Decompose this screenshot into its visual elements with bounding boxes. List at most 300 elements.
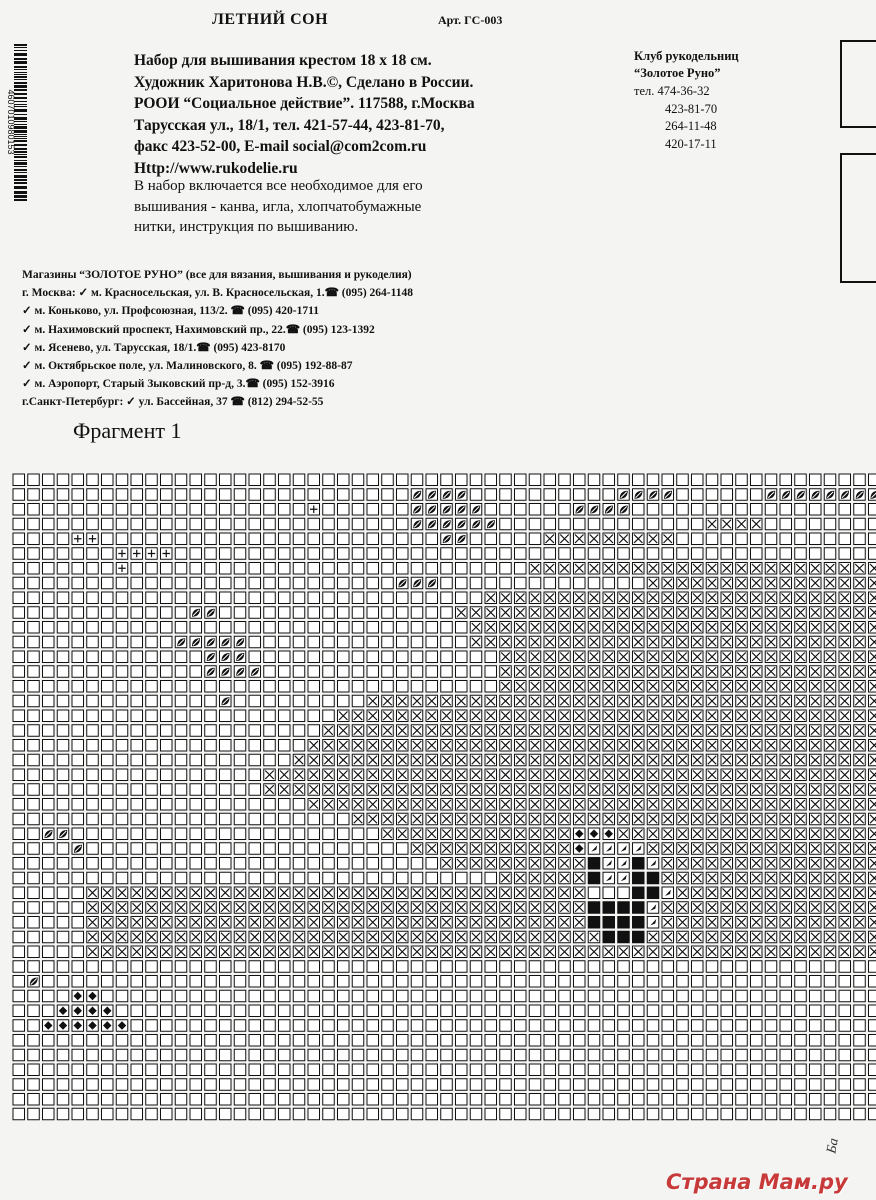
chart-cell — [205, 1094, 217, 1106]
chart-cell — [382, 533, 394, 545]
chart-cell — [190, 784, 202, 796]
chart-cell — [869, 489, 876, 501]
chart-cell — [662, 489, 674, 501]
chart-cell — [485, 548, 497, 560]
chart-cell — [765, 1094, 777, 1106]
chart-cell — [618, 1049, 630, 1061]
chart-cell — [131, 902, 143, 914]
chart-cell — [249, 577, 261, 589]
chart-cell — [102, 1094, 114, 1106]
chart-cell — [116, 769, 128, 781]
chart-cell — [323, 931, 335, 943]
chart-cell — [308, 607, 320, 619]
chart-cell — [57, 843, 69, 855]
chart-cell — [146, 622, 158, 634]
chart-cell — [485, 1094, 497, 1106]
chart-cell — [529, 636, 541, 648]
chart-cell — [116, 828, 128, 840]
chart-cell — [249, 1005, 261, 1017]
chart-cell — [234, 858, 246, 870]
chart-cell — [323, 858, 335, 870]
chart-cell — [515, 607, 527, 619]
chart-cell — [382, 931, 394, 943]
chart-cell — [485, 931, 497, 943]
chart-cell — [190, 946, 202, 958]
chart-cell — [352, 961, 364, 973]
chart-cell — [161, 725, 173, 737]
chart-cell — [57, 651, 69, 663]
chart-cell — [588, 740, 600, 752]
chart-cell — [692, 474, 704, 486]
chart-cell — [588, 946, 600, 958]
chart-cell — [500, 902, 512, 914]
chart-cell — [161, 843, 173, 855]
chart-cell — [13, 533, 25, 545]
chart-cell — [485, 651, 497, 663]
chart-cell — [618, 1094, 630, 1106]
chart-cell — [500, 961, 512, 973]
chart-cell — [323, 902, 335, 914]
chart-cell — [382, 681, 394, 693]
chart-cell — [854, 976, 866, 988]
chart-cell — [662, 740, 674, 752]
chart-cell — [279, 1049, 291, 1061]
chart-cell — [220, 518, 232, 530]
chart-cell — [175, 1005, 187, 1017]
chart-cell — [382, 784, 394, 796]
chart-cell — [574, 607, 586, 619]
chart-cell — [205, 858, 217, 870]
chart-cell — [338, 1020, 350, 1032]
chart-cell — [810, 740, 822, 752]
chart-cell — [647, 799, 659, 811]
chart-cell — [780, 931, 792, 943]
chart-cell — [43, 931, 55, 943]
chart-cell — [131, 740, 143, 752]
chart-cell — [441, 990, 453, 1002]
chart-cell — [264, 917, 276, 929]
chart-cell — [485, 725, 497, 737]
chart-cell — [102, 828, 114, 840]
chart-cell — [205, 489, 217, 501]
chart-cell — [308, 858, 320, 870]
chart-cell — [456, 1094, 468, 1106]
chart-cell — [633, 474, 645, 486]
chart-cell — [13, 946, 25, 958]
chart-cell — [559, 1064, 571, 1076]
chart-cell — [441, 622, 453, 634]
chart-cell — [633, 828, 645, 840]
chart-cell — [28, 577, 40, 589]
chart-cell — [544, 710, 556, 722]
chart-cell — [647, 990, 659, 1002]
chart-cell — [662, 1094, 674, 1106]
chart-cell — [765, 710, 777, 722]
chart-cell — [13, 489, 25, 501]
chart-cell — [338, 887, 350, 899]
chart-cell — [529, 754, 541, 766]
chart-cell — [810, 695, 822, 707]
chart-cell — [633, 577, 645, 589]
chart-cell — [780, 976, 792, 988]
chart-cell — [234, 1094, 246, 1106]
chart-cell — [500, 518, 512, 530]
chart-cell — [456, 858, 468, 870]
chart-cell — [515, 1035, 527, 1047]
chart-cell — [249, 799, 261, 811]
chart-cell — [220, 887, 232, 899]
shop-line: ✓ м. Ясенево, ул. Тарусская, 18/1.☎ (095) 423-8170 — [22, 341, 286, 354]
chart-cell — [146, 887, 158, 899]
chart-cell — [470, 636, 482, 648]
chart-cell — [161, 592, 173, 604]
chart-cell — [220, 799, 232, 811]
chart-cell — [352, 784, 364, 796]
chart-cell — [382, 592, 394, 604]
chart-cell — [574, 1035, 586, 1047]
chart-cell — [500, 990, 512, 1002]
chart-cell — [854, 1108, 866, 1120]
chart-cell — [706, 666, 718, 678]
chart-cell — [839, 681, 851, 693]
chart-cell — [426, 961, 438, 973]
chart-cell — [810, 563, 822, 575]
chart-cell — [441, 577, 453, 589]
chart-cell — [470, 622, 482, 634]
chart-cell — [426, 636, 438, 648]
chart-cell — [588, 592, 600, 604]
chart-cell — [618, 695, 630, 707]
chart-cell — [588, 917, 600, 929]
chart-cell — [279, 1064, 291, 1076]
chart-cell — [426, 799, 438, 811]
chart-cell — [293, 946, 305, 958]
barcode-bar — [14, 182, 27, 184]
chart-cell — [352, 607, 364, 619]
chart-cell — [338, 607, 350, 619]
chart-cell — [426, 1108, 438, 1120]
chart-cell — [43, 1035, 55, 1047]
chart-cell — [869, 784, 876, 796]
chart-cell — [367, 474, 379, 486]
chart-cell — [603, 504, 615, 516]
chart-cell — [234, 1035, 246, 1047]
chart-cell — [529, 725, 541, 737]
chart-cell — [397, 769, 409, 781]
chart-cell — [323, 872, 335, 884]
chart-cell — [293, 887, 305, 899]
chart-cell — [515, 563, 527, 575]
chart-cell — [692, 740, 704, 752]
chart-cell — [146, 740, 158, 752]
chart-cell — [249, 813, 261, 825]
chart-cell — [308, 1094, 320, 1106]
chart-cell — [87, 548, 99, 560]
chart-cell — [382, 843, 394, 855]
chart-cell — [824, 946, 836, 958]
chart-cell — [559, 976, 571, 988]
chart-cell — [426, 695, 438, 707]
chart-cell — [220, 931, 232, 943]
chart-cell — [367, 695, 379, 707]
chart-cell — [559, 607, 571, 619]
chart-cell — [810, 917, 822, 929]
chart-cell — [470, 784, 482, 796]
chart-cell — [397, 813, 409, 825]
chart-cell — [780, 1108, 792, 1120]
chart-cell — [544, 946, 556, 958]
chart-cell — [146, 489, 158, 501]
chart-cell — [824, 1094, 836, 1106]
chart-cell — [795, 489, 807, 501]
chart-cell — [470, 607, 482, 619]
chart-cell — [367, 636, 379, 648]
chart-cell — [470, 1079, 482, 1091]
chart-cell — [308, 1020, 320, 1032]
chart-cell — [190, 1108, 202, 1120]
chart-cell — [426, 976, 438, 988]
chart-cell — [854, 946, 866, 958]
chart-cell — [721, 769, 733, 781]
chart-cell — [544, 872, 556, 884]
chart-cell — [87, 607, 99, 619]
chart-cell — [102, 769, 114, 781]
chart-cell — [603, 533, 615, 545]
chart-cell — [175, 681, 187, 693]
chart-cell — [308, 725, 320, 737]
chart-cell — [411, 1005, 423, 1017]
chart-cell — [57, 887, 69, 899]
chart-cell — [854, 577, 866, 589]
chart-cell — [57, 946, 69, 958]
chart-cell — [338, 548, 350, 560]
chart-cell — [190, 769, 202, 781]
chart-cell — [603, 474, 615, 486]
chart-cell — [824, 917, 836, 929]
chart-cell — [57, 533, 69, 545]
chart-cell — [854, 769, 866, 781]
chart-cell — [43, 1020, 55, 1032]
chart-cell — [220, 990, 232, 1002]
chart-cell — [102, 533, 114, 545]
chart-cell — [28, 725, 40, 737]
chart-cell — [367, 489, 379, 501]
chart-cell — [795, 1079, 807, 1091]
chart-cell — [456, 504, 468, 516]
chart-cell — [411, 1094, 423, 1106]
chart-cell — [279, 872, 291, 884]
chart-cell — [500, 710, 512, 722]
chart-cell — [190, 1020, 202, 1032]
watermark — [666, 1170, 848, 1194]
chart-cell — [795, 887, 807, 899]
chart-cell — [500, 533, 512, 545]
barcode-bar — [14, 44, 27, 46]
chart-cell — [618, 1064, 630, 1076]
chart-cell — [706, 607, 718, 619]
chart-cell — [57, 784, 69, 796]
chart-cell — [706, 887, 718, 899]
chart-cell — [43, 518, 55, 530]
chart-cell — [426, 946, 438, 958]
chart-cell — [382, 622, 394, 634]
chart-cell — [72, 740, 84, 752]
chart-cell — [190, 1035, 202, 1047]
chart-cell — [249, 518, 261, 530]
chart-cell — [559, 902, 571, 914]
chart-cell — [131, 1049, 143, 1061]
chart-cell — [205, 784, 217, 796]
chart-cell — [116, 592, 128, 604]
chart-cell — [544, 474, 556, 486]
chart-cell — [205, 1064, 217, 1076]
chart-cell — [500, 976, 512, 988]
chart-cell — [603, 548, 615, 560]
chart-cell — [706, 489, 718, 501]
pattern-title: ЛЕТНИЙ СОН — [212, 11, 329, 28]
chart-cell — [721, 931, 733, 943]
chart-cell — [411, 931, 423, 943]
chart-cell — [485, 917, 497, 929]
chart-cell — [647, 872, 659, 884]
chart-cell — [234, 725, 246, 737]
chart-cell — [470, 474, 482, 486]
chart-cell — [618, 887, 630, 899]
chart-cell — [677, 1035, 689, 1047]
chart-cell — [470, 577, 482, 589]
chart-cell — [677, 976, 689, 988]
chart-cell — [308, 695, 320, 707]
chart-cell — [264, 710, 276, 722]
chart-cell — [234, 799, 246, 811]
chart-cell — [633, 533, 645, 545]
chart-cell — [470, 548, 482, 560]
chart-cell — [264, 592, 276, 604]
chart-cell — [397, 976, 409, 988]
chart-cell — [515, 917, 527, 929]
chart-cell — [249, 489, 261, 501]
chart-cell — [175, 1064, 187, 1076]
chart-cell — [765, 887, 777, 899]
chart-cell — [854, 548, 866, 560]
chart-cell — [426, 784, 438, 796]
chart-cell — [618, 504, 630, 516]
chart-cell — [28, 666, 40, 678]
chart-cell — [175, 489, 187, 501]
chart-cell — [397, 1079, 409, 1091]
chart-cell — [751, 695, 763, 707]
chart-cell — [677, 563, 689, 575]
chart-cell — [441, 666, 453, 678]
chart-cell — [338, 1005, 350, 1017]
chart-cell — [795, 843, 807, 855]
chart-cell — [706, 799, 718, 811]
chart-cell — [869, 651, 876, 663]
chart-cell — [456, 990, 468, 1002]
chart-cell — [87, 695, 99, 707]
chart-cell — [470, 887, 482, 899]
chart-cell — [323, 563, 335, 575]
chart-cell — [367, 622, 379, 634]
chart-cell — [588, 858, 600, 870]
chart-cell — [323, 1064, 335, 1076]
chart-cell — [352, 681, 364, 693]
chart-cell — [515, 946, 527, 958]
chart-cell — [603, 990, 615, 1002]
chart-cell — [205, 1020, 217, 1032]
chart-cell — [72, 710, 84, 722]
chart-cell — [751, 666, 763, 678]
chart-cell — [43, 725, 55, 737]
chart-cell — [647, 858, 659, 870]
chart-cell — [721, 858, 733, 870]
chart-cell — [854, 828, 866, 840]
chart-cell — [234, 976, 246, 988]
chart-cell — [102, 961, 114, 973]
chart-cell — [780, 917, 792, 929]
chart-cell — [574, 1049, 586, 1061]
chart-cell — [795, 902, 807, 914]
chart-cell — [751, 474, 763, 486]
chart-cell — [485, 1020, 497, 1032]
chart-cell — [721, 592, 733, 604]
chart-cell — [146, 1094, 158, 1106]
chart-cell — [175, 784, 187, 796]
chart-cell — [264, 887, 276, 899]
chart-cell — [264, 1108, 276, 1120]
chart-cell — [382, 548, 394, 560]
chart-cell — [28, 1064, 40, 1076]
chart-cell — [367, 1094, 379, 1106]
chart-cell — [293, 813, 305, 825]
chart-cell — [338, 533, 350, 545]
chart-cell — [161, 961, 173, 973]
chart-cell — [102, 872, 114, 884]
chart-cell — [249, 1064, 261, 1076]
chart-cell — [751, 843, 763, 855]
chart-cell — [338, 592, 350, 604]
chart-cell — [529, 828, 541, 840]
chart-cell — [751, 858, 763, 870]
chart-cell — [647, 828, 659, 840]
chart-cell — [765, 872, 777, 884]
chart-cell — [647, 563, 659, 575]
chart-cell — [544, 666, 556, 678]
chart-cell — [426, 651, 438, 663]
chart-cell — [338, 740, 350, 752]
chart-cell — [854, 592, 866, 604]
chart-cell — [721, 607, 733, 619]
chart-cell — [293, 1049, 305, 1061]
chart-cell — [441, 710, 453, 722]
chart-cell — [751, 681, 763, 693]
chart-cell — [588, 474, 600, 486]
chart-cell — [736, 1020, 748, 1032]
chart-cell — [72, 548, 84, 560]
chart-cell — [618, 754, 630, 766]
chart-cell — [338, 666, 350, 678]
description-line: Набор для вышивания крестом 18 х 18 см. — [134, 52, 432, 69]
chart-cell — [441, 607, 453, 619]
chart-cell — [515, 976, 527, 988]
chart-cell — [441, 902, 453, 914]
chart-cell — [323, 946, 335, 958]
chart-cell — [839, 1094, 851, 1106]
chart-cell — [765, 489, 777, 501]
chart-cell — [574, 474, 586, 486]
chart-cell — [28, 917, 40, 929]
club-name: “Золотое Руно” — [634, 66, 721, 80]
